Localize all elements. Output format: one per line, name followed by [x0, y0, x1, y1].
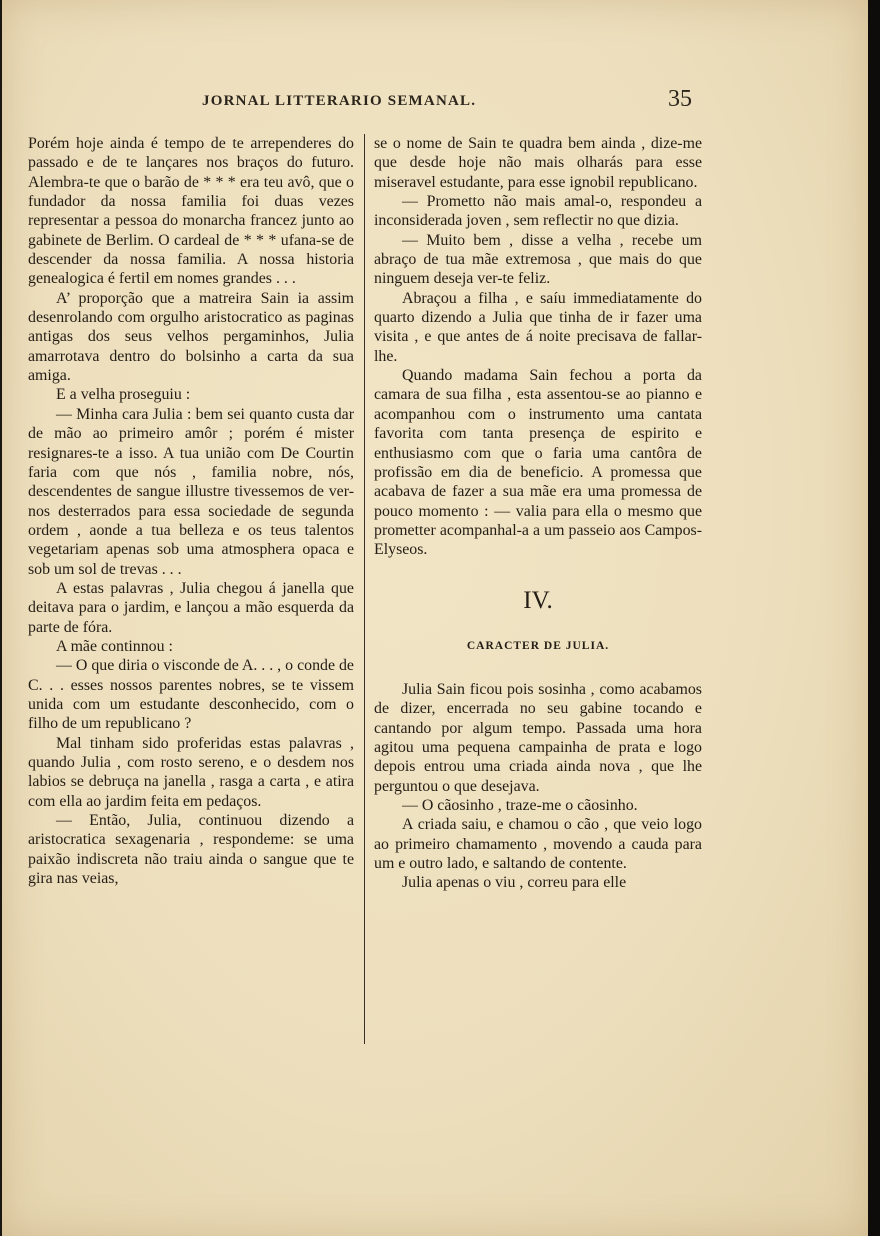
- paragraph: A’ proporção que a matreira Sain ia assim desenrolando com orgulho aristocratico as paginas antigas dos seus velhos pergaminhos, Julia amarrotava dentro do bolsinho a carta da sua amiga.: [28, 289, 354, 385]
- paragraph: A criada saiu, e chamou o cão , que veio logo ao primeiro chamamento , movendo a cauda para um e outro lado, e saltando de contente.: [374, 816, 702, 872]
- paragraph: se o nome de Sain te quadra bem ainda , dize-me que desde hoje não mais olharás para esse miseravel estudante, para esse ignobil republicano.: [374, 135, 702, 191]
- page-number: 35: [668, 86, 692, 112]
- section-number: IV.: [523, 586, 553, 614]
- paragraph: — Minha cara Julia : bem sei quanto custa dar de mão ao primeiro amôr ; porém é mister resignares-te a isso. A tua união com De Courtin faria com que nós , familia nobre, nós, descendentes de sangue illustre tivessemos de ver-nos desterrados para essa sociedade de segunda ordem , aonde a tua belleza e os teus talentos vegetariam apenas sob uma atmosphera opaca e sob um sol de trevas . . .: [28, 405, 354, 578]
- paragraph: Julia Sain ficou pois sosinha , como acabamos de dizer, encerrada no seu gabine tocando e cantando por algum tempo. Passada uma hora agitou uma pequena campainha de prata e logo depois entrou uma criada ainda nova , que lhe perguntou o que desejava.: [374, 680, 702, 795]
- paragraph: — O que diria o visconde de A. . . , o conde de C. . . esses nossos parentes nobres, se te vissem unida com um estudante desconhecido, com o filho de um republicano ?: [28, 657, 354, 733]
- paragraph: Abraçou a filha , e saíu immediatamente do quarto dizendo a Julia que tinha de ir fazer uma visita , e que antes de á noite precisava de fallar-lhe.: [374, 289, 702, 365]
- paragraph: E a velha proseguiu :: [56, 386, 191, 404]
- running-title: JORNAL LITTERARIO SEMANAL.: [202, 93, 477, 109]
- column-divider: [364, 134, 365, 1044]
- paragraph: Julia apenas o viu , correu para elle: [402, 874, 627, 892]
- section-title: CARACTER DE JULIA.: [466, 639, 610, 652]
- scan-edge: [868, 0, 880, 1236]
- paragraph: Mal tinham sido proferidas estas palavras , quando Julia , com rosto sereno, e o desdem nos labios se debruça na janella , rasga a carta , e atira com ella ao jardim feita em pedaços.: [28, 734, 354, 810]
- left-column: [28, 134, 354, 888]
- paragraph: Porém hoje ainda é tempo de te arrependeres do passado e de te lançares nos braços do futuro. Alembra-te que o barão de * * * era teu avô, que o fundador da nossa familia foi duas vezes representar a pessoa do monarcha francez junto ao gabinete de Berlim. O cardeal de * * * ufana-se de descender da nossa familia. A nossa historia genealogica é fertil em nomes grandes . . .: [28, 135, 354, 288]
- paragraph: — Muito bem , disse a velha , recebe um abraço de tua mãe extremosa , que mais do que ninguem deseja ver-te feliz.: [374, 231, 702, 288]
- paragraph: — Então, Julia, continuou dizendo a aristocratica sexagenaria , respondeme: se uma paixão indiscreta não traiu ainda o sangue que te gira nas veias,: [28, 812, 354, 888]
- paragraph: A estas palavras , Julia chegou á janella que deitava para o jardim, e lançou a mão esquerda da parte de fóra.: [28, 579, 354, 636]
- paragraph: A mãe continnou :: [56, 637, 173, 655]
- paragraph: — Prometto não mais amal-o, respondeu a inconsiderada joven , sem reflectir no que dizia.: [374, 193, 702, 230]
- paragraph: — O cãosinho , traze-me o cãosinho.: [402, 796, 638, 814]
- paragraph: Quando madama Sain fechou a porta da camara de sua filha , esta assentou-se ao pianno e acompanhou com o instrumento uma cantata favorita com tanta presença de espirito e enthusiasmo com que o faria uma cantôra de profissão em dia de beneficio. A promessa que acabava de fazer a sua mãe era uma promessa de pouco momento : — valia para ella o mesmo que prometter acompanhal-a a um passeio aos Campos-Elyseos.: [374, 367, 702, 559]
- right-column: [374, 134, 702, 893]
- newspaper-page: [2, 0, 868, 1236]
